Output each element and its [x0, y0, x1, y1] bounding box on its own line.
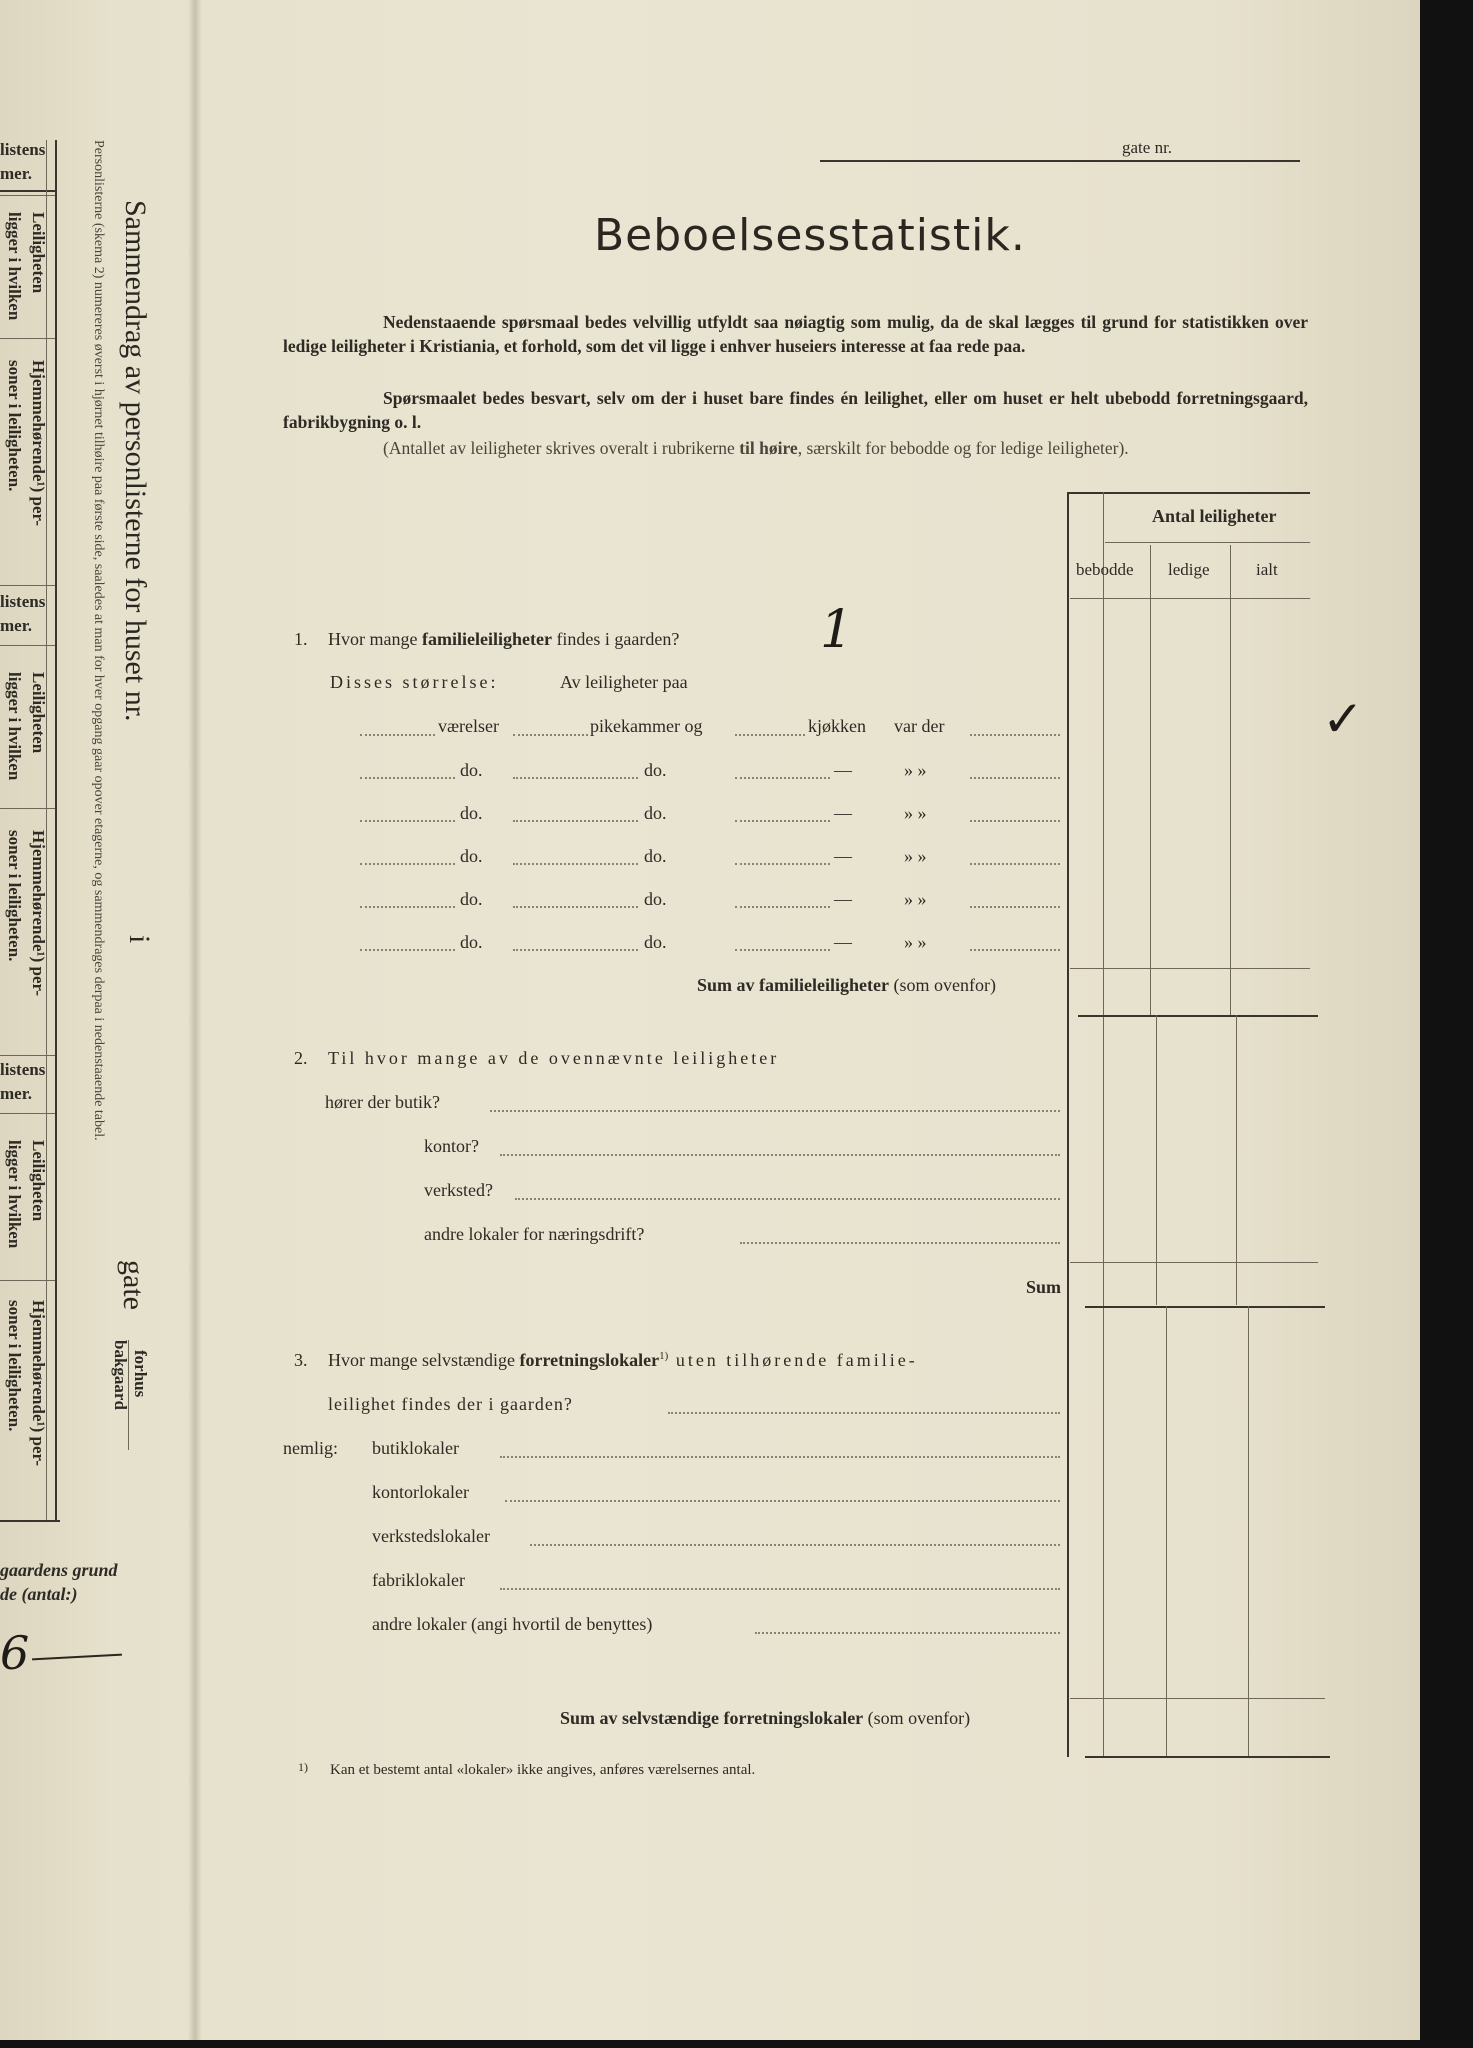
gate-nr-label: gate nr. [1122, 138, 1173, 157]
strip-leiligheten-3: Leiligheten [29, 1140, 48, 1222]
strip-antal: de (antal:) [0, 1584, 78, 1604]
strip-ligger-2: ligger i hvilken [5, 672, 24, 781]
strip-ligger-1: ligger i hvilken [5, 212, 24, 321]
strip-ligger-3: ligger i hvilken [5, 1140, 24, 1249]
page-fold [188, 0, 202, 2040]
q3-butiklokaler: butiklokaler [372, 1438, 459, 1458]
q2-number: 2. [294, 1048, 308, 1068]
q3-text-line2: leilighet findes der i gaarden? [328, 1394, 573, 1414]
q1-vaerelser: værelser [438, 716, 499, 736]
q3-nemlig: nemlig: [283, 1438, 338, 1458]
footnote-text: Kan et bestemt antal «lokaler» ikke angives, anføres værelsernes antal. [330, 1762, 756, 1778]
strip-hand-stroke [32, 1654, 122, 1661]
q3-fabriklokaler: fabriklokaler [372, 1570, 465, 1590]
vertical-heading-gate: gate [117, 1260, 150, 1310]
q2-verksted: verksted? [424, 1180, 493, 1200]
strip-leiligheten-2: Leiligheten [29, 672, 48, 754]
q1-text: Hvor mange familieleiligheter findes i gaarden? [328, 629, 680, 649]
col-ledige: ledige [1168, 560, 1210, 579]
intro-paragraph-2: Spørsmaalet bedes besvart, selv om der i huset bare findes én leilighet, eller om huset er helt ubebodd forretningsgaard, fabrikbygning o. l. [283, 388, 1308, 432]
page-title: Beboelsesstatistik. [594, 210, 1026, 261]
q2-andre: andre lokaler for næringsdrift? [424, 1224, 645, 1244]
footnote-mark: 1) [298, 1760, 308, 1774]
strip-listens-2: listens [0, 592, 46, 611]
vertical-bakgaard: bakgaard [111, 1340, 130, 1410]
q1-number: 1. [294, 629, 308, 649]
strip-hjemme-2: Hjemmehørende¹) per- [29, 830, 48, 997]
q1-kjokken: kjøkken [808, 716, 866, 736]
strip-soner-2: soner i leiligheten. [5, 830, 24, 962]
q2-sum: Sum [1026, 1277, 1062, 1297]
gate-nr-line [820, 160, 1300, 162]
document-page: listens mer. Leiligheten ligger i hvilken Hjemmehørende¹) per- soner i leiligheten. listens mer. Leiligheten ligger i hvilken Hjemmehørende¹) per- soner i leiligheten. listens mer. Leiligheten ligger i hvilken Hjemmehørende¹) per- soner i leiligheten. gaardens grund de (antal:) 6 Personlisterne (skema 2) numereres øverst i hjørnet tilhøire paa første side, saaledes at man for hver opgang gaar opover etagerne, og sammendrages derpaa i nedenstaaende tabel. Sammendrag av personlisterne for huset nr. i gate forhus bakgaard gate nr. Beboelsesstatistik. Nedenstaaende spørsmaal bedes velvillig utfyldt saa nøiagtig som mulig, da de skal lægges til grund for statistikken over ledige leiligheter i Kristiania, et forhold, som det vil ligge i enhver huseiers interesse at faa rede paa. Spørsmaalet bedes besvart, selv om der i huset bare findes én leilighet, eller om huset er helt ubebodd forretningsgaard, fabrikbygning o. l. (Antallet av leiligheter skrives overalt i rubrikerne til høire, særskilt for bebodde og for ledige leiligheter). Antal leiligheter bebodde ledige ialt 1. Hvor mange familieleiligheter findes i gaarden? 1 ✓ Disses størrelse: Av leiligheter paa værelser pikekammer og kjøkken var der do. do. — » » do. do. — » » do. do. — » » do. do. — » » do. do. — » » Sum av familieleiligheter (som ovenfor) 2. Til hvor mange av de ovennævnte leiligheter hører der butik? kontor? verksted? andre lokaler for næringsdrift? Sum 3. Hvor mange selvstændige forretningslokaler$^{1)}$ uten tilhørende familie- leilighet findes der i gaarden? nemlig: butiklokaler kontorlokaler verkstedslokaler fabriklokaler andre lokaler (angi hvortil de benyttes) Sum av selvstændige forretningslokaler (som ovenfor) 1) Kan et bestemt antal «lokaler» ikke angives, anføres værelsernes antal. [0, 0, 1420, 2040]
q2-text: Til hvor mange av de ovennævnte leiligheter [328, 1048, 780, 1068]
q3-number: 3. [294, 1350, 308, 1370]
intro-paragraph-3: (Antallet av leiligheter skrives overalt i rubrikerne til høire, særskilt for bebodde og for ledige leiligheter). [383, 438, 1129, 458]
strip-mer-1: mer. [0, 164, 32, 183]
strip-listens-3: listens [0, 1060, 46, 1079]
strip-soner-1: soner i leiligheten. [5, 360, 24, 492]
q3-text: Hvor mange selvstændige forretningslokaler$^{1)}$ uten tilhørende familie- [328, 1350, 918, 1370]
strip-mer-2: mer. [0, 616, 32, 635]
strip-leiligheten-1: Leiligheten [29, 212, 48, 294]
q1-answer: 1 [820, 600, 854, 660]
q3-kontorlokaler: kontorlokaler [372, 1482, 469, 1502]
q2-butik: hører der butik? [325, 1092, 440, 1112]
q1-sizes-sub: Av leiligheter paa [560, 672, 688, 692]
q3-verkstedslokaler: verkstedslokaler [372, 1526, 490, 1546]
strip-hjemme-1: Hjemmehørende¹) per- [29, 360, 48, 527]
vertical-heading-i: i [123, 935, 156, 944]
intro-paragraph-1: Nedenstaaende spørsmaal bedes velvillig utfyldt saa nøiagtig som mulig, da de skal lægges til grund for statistikken over ledige leiligheter i Kristiania, et forhold, som det vil ligge i enhver huseiers interesse at faa rede paa. [283, 312, 1308, 356]
strip-hand-mark: 6 [0, 1626, 30, 1680]
strip-gaardens: gaardens grund [0, 1560, 118, 1580]
strip-hjemme-3: Hjemmehørende¹) per- [29, 1300, 48, 1467]
q2-kontor: kontor? [424, 1136, 479, 1156]
strip-mer-3: mer. [0, 1084, 32, 1103]
checkmark: ✓ [1322, 690, 1364, 748]
strip-soner-3: soner i leiligheten. [5, 1300, 24, 1432]
vertical-heading-main: Sammendrag av personlisterne for huset nr. [119, 200, 152, 722]
vertical-instructions: Personlisterne (skema 2) numereres øverst i hjørnet tilhøire paa første side, saaledes at man for hver opgang gaar opover etagerne, og sammendrages derpaa i nedenstaaende tabel. [91, 140, 106, 1141]
col-bebodde: bebodde [1076, 560, 1134, 579]
q1-pikekammer: pikekammer og [590, 716, 703, 736]
table-header: Antal leiligheter [1152, 506, 1277, 526]
vertical-forhus: forhus [131, 1350, 150, 1398]
q1-sum: Sum av familieleiligheter (som ovenfor) [697, 975, 996, 995]
q1-sizes-label: Disses størrelse: [330, 672, 499, 692]
q3-andre: andre lokaler (angi hvortil de benyttes) [372, 1614, 653, 1634]
q3-sum: Sum av selvstændige forretningslokaler (som ovenfor) [560, 1708, 971, 1728]
strip-listens-1: listens [0, 140, 46, 159]
col-ialt: ialt [1256, 560, 1278, 579]
q1-var-der: var der [894, 716, 945, 736]
